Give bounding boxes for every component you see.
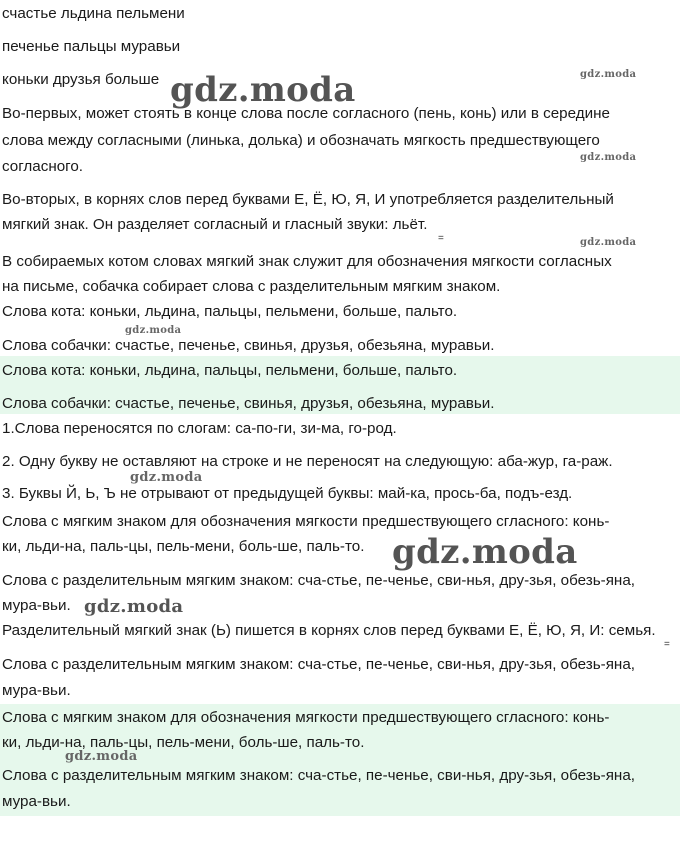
text-line: мура-вьи.	[2, 597, 71, 614]
watermark-logo: gdz.moda	[580, 69, 637, 80]
equals-mark: =	[438, 233, 444, 244]
text-line: 3. Буквы Й, Ь, Ъ не отрывают от предыдущей буквы: май-ка, прось-ба, подъ-езд.	[2, 485, 573, 502]
text-line: Слова с разделительным мягким знаком: сча-стье, пе-ченье, сви-нья, дру-зья, обезь-яна,	[2, 767, 635, 784]
text-line: на письме, собачка собирает слова с разделительным мягким знаком.	[2, 278, 501, 295]
text-line: коньки друзья больше	[2, 71, 160, 88]
text-line: согласного.	[2, 158, 84, 175]
watermark-logo: gdz.moda	[170, 70, 356, 110]
text-line: Слова собачки: счастье, печенье, свинья, друзья, обезьяна, муравьи.	[2, 337, 495, 354]
watermark-logo: gdz.moda	[580, 152, 637, 163]
text-line: Слова кота: коньки, льдина, пальцы, пельмени, больше, пальто.	[2, 362, 458, 379]
text-line: 1.Слова переносятся по слогам: са-по-ги, зи-ма, го-род.	[2, 420, 397, 437]
watermark-logo: gdz.moda	[84, 596, 184, 617]
text-line: ки, льди-на, паль-цы, пель-мени, боль-ше, паль-то.	[2, 538, 365, 555]
text-line: счастье льдина пельмени	[2, 5, 185, 22]
watermark-logo: gdz.moda	[65, 749, 138, 764]
text-line: В собираемых котом словах мягкий знак служит для обозначения мягкости согласных	[2, 253, 612, 270]
watermark-logo: gdz.moda	[392, 532, 578, 572]
text-line: Разделительный мягкий знак (Ь) пишется в корнях слов перед буквами Е, Ё, Ю, Я, И: семья.	[2, 622, 656, 639]
watermark-logo: gdz.moda	[580, 237, 637, 248]
text-line: ки, льди-на, паль-цы, пель-мени, боль-ше, паль-то.	[2, 734, 365, 751]
text-line: Слова с мягким знаком для обозначения мягкости предшествующего сгласного: конь-	[2, 709, 610, 726]
text-line: мура-вьи.	[2, 682, 71, 699]
text-line: мягкий знак. Он разделяет согласный и гласный звуки: льёт.	[2, 216, 428, 233]
text-line: печенье пальцы муравьи	[2, 38, 181, 55]
text-line: Слова кота: коньки, льдина, пальцы, пельмени, больше, пальто.	[2, 303, 458, 320]
text-line: мура-вьи.	[2, 793, 71, 810]
text-line: Слова собачки: счастье, печенье, свинья, друзья, обезьяна, муравьи.	[2, 395, 495, 412]
text-line: 2. Одну букву не оставляют на строке и не переносят на следующую: аба-жур, га-раж.	[2, 453, 613, 470]
text-line: Во-вторых, в корнях слов перед буквами Е, Ё, Ю, Я, И употребляется разделительный	[2, 191, 614, 208]
text-line: Слова с разделительным мягким знаком: сча-стье, пе-ченье, сви-нья, дру-зья, обезь-яна,	[2, 656, 635, 673]
text-line: Слова с разделительным мягким знаком: сча-стье, пе-ченье, сви-нья, дру-зья, обезь-яна,	[2, 572, 635, 589]
text-line: Во-первых, может стоять в конце слова после согласного (пень, конь) или в середине	[2, 105, 610, 122]
text-line: Слова с мягким знаком для обозначения мягкости предшествующего сгласного: конь-	[2, 513, 610, 530]
watermark-logo: gdz.moda	[125, 325, 182, 336]
watermark-logo: gdz.moda	[130, 470, 203, 485]
text-line: слова между согласными (линька, долька) и обозначать мягкость предшествующего	[2, 132, 600, 149]
equals-mark: =	[664, 639, 670, 650]
